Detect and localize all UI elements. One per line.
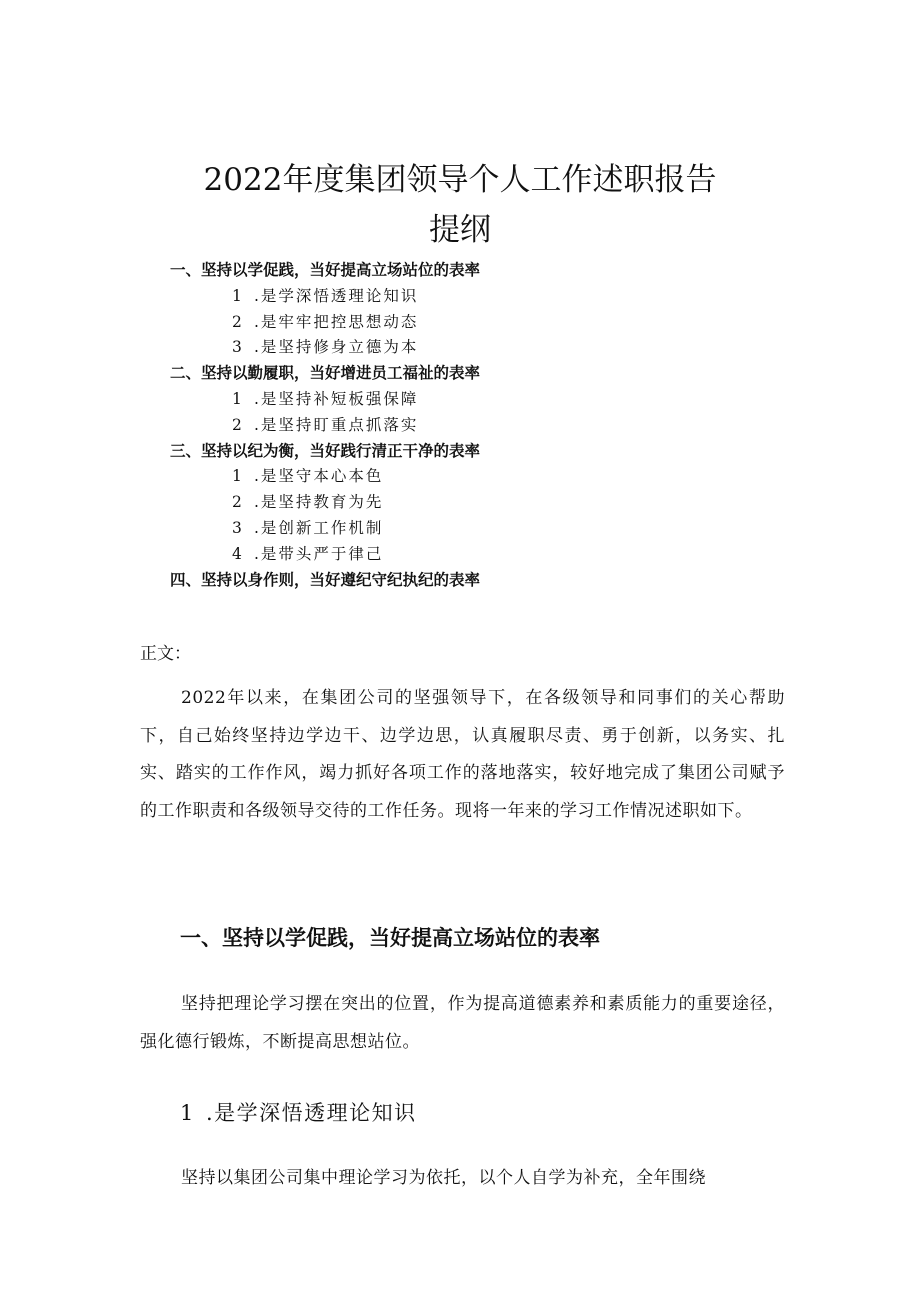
document-subtitle: 提纲 [429,212,491,248]
outline-item-text: .是带头严于律己 [254,544,384,563]
outline-item [232,285,418,307]
outline-item-text: .是坚持教育为先 [254,493,384,512]
outline-item-text: .是学深悟透理论知识 [254,286,419,305]
outline-item-number: 2 [232,415,244,434]
outline-item-text: .是坚持盯重点抓落实 [254,415,419,434]
outline-item [232,543,383,565]
outline-item [232,491,383,513]
outline-item-number: 3 [232,519,244,537]
outline-item [232,414,418,436]
outline-heading: 一、坚持以学促践，当好提高立场站位的表率 [170,261,481,279]
outline-item-text: .是牢牢把控思想动态 [254,312,419,331]
outline-item-number: 2 [232,312,244,331]
outline-item-number: 2 [232,493,244,512]
outline-item-text: .是坚守本心本色 [254,467,384,486]
outline-item [232,311,418,333]
sub-heading-text: .是学深悟透理论知识 [206,1101,417,1125]
sub-heading [180,1096,417,1130]
outline-item-text: .是坚持补短板强保障 [254,390,419,408]
outline-item-number: 1 [232,467,244,486]
sub-heading-number: 1 [180,1101,195,1125]
section-paragraph: 坚持把理论学习摆在突出的位置，作为提高道德素养和素质能力的重要途径，强化德行锻炼，不断提高思想站位。 [140,994,785,1052]
outline-heading: 四、坚持以身作则，当好遵纪守纪执纪的表率 [170,570,481,589]
outline-item-number: 1 [232,390,244,408]
outline-item-number: 4 [232,544,244,563]
outline-item-text: .是创新工作机制 [254,519,384,537]
outline-item [232,517,383,539]
outline-item [232,388,418,410]
outline-item-number: 1 [232,286,244,305]
section-heading: 一、坚持以学促践，当好提高立场站位的表率 [180,926,600,950]
intro-paragraph: 2022年以来，在集团公司的坚强领导下，在各级领导和同事们的关心帮助下，自己始终坚持边学边干、边学边思，认真履职尽责、勇于创新，以务实、扎实、踏实的工作作风，竭力抓好各项工作的落地落实，较好地完成了集团公司赋予的工作职责和各级领导交待的工作任务。现将一年来的学习工作情况述职如下。 [140,688,785,821]
outline-item [232,336,418,358]
outline-heading: 二、坚持以勤履职，当好增进员工福祉的表率 [170,364,481,383]
document-title: 2022年度集团领导个人工作述职报告 [203,162,717,198]
outline-item [232,465,383,487]
outline-item-text: .是坚持修身立德为本 [254,338,419,357]
outline-item-number: 3 [232,338,244,357]
outline-heading: 三、坚持以纪为衡，当好践行清正干净的表率 [170,441,481,460]
body-label: 正文： [140,644,191,664]
sub-paragraph: 坚持以集团公司集中理论学习为依托，以个人自学为补充，全年围绕 [181,1168,706,1188]
